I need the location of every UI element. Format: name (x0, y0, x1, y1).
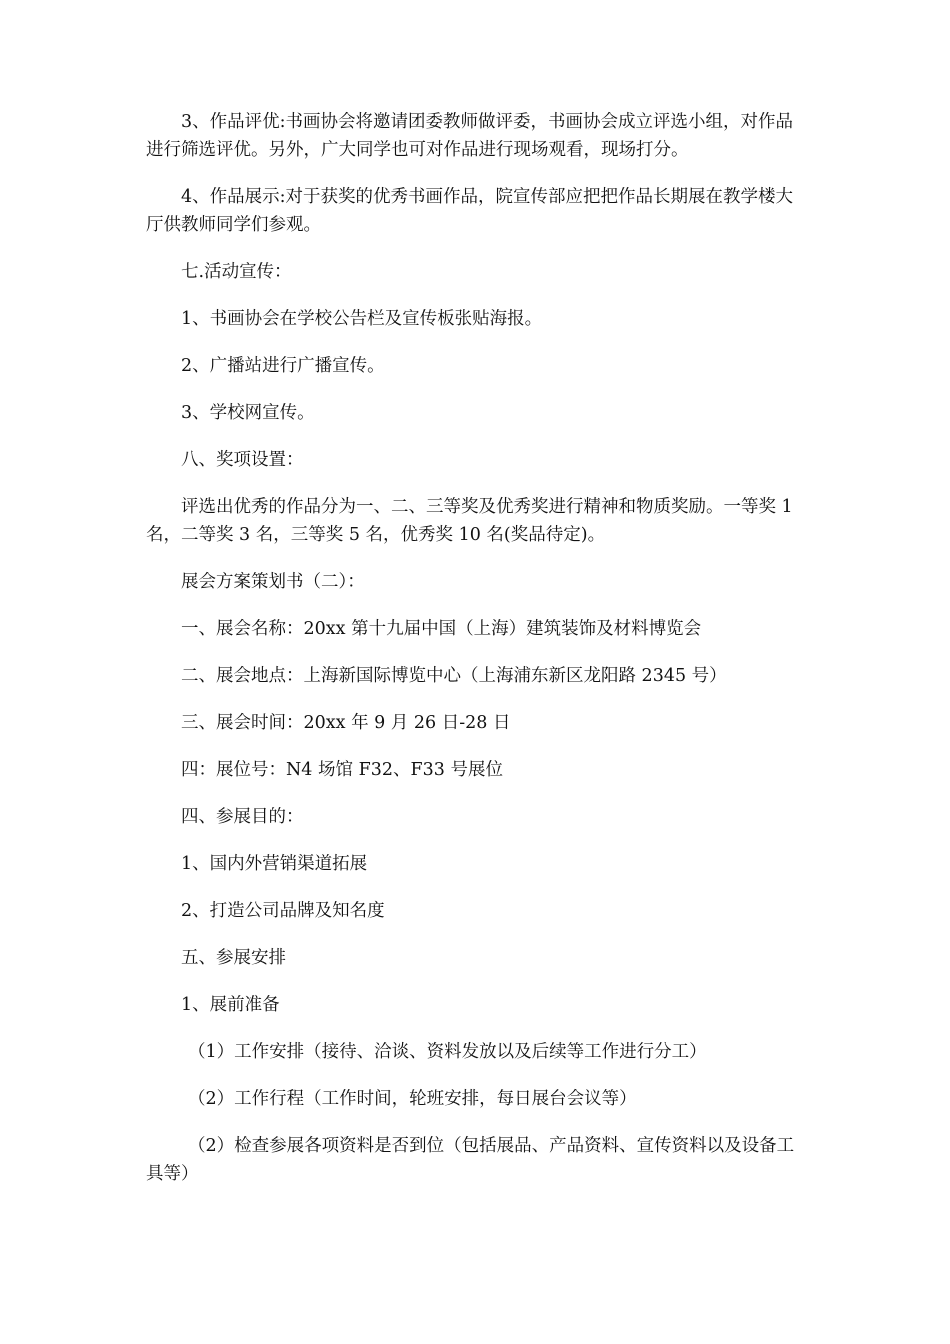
section-heading-purpose: 四、参展目的： (181, 807, 304, 827)
paragraph-purpose-2: 2、打造公司品牌及知名度 (181, 901, 385, 921)
document-body (146, 108, 810, 1207)
paragraph-check-materials: （2）检查参展各项资料是否到位（包括展品、产品资料、宣传资料以及设备工具等） (146, 1136, 795, 1184)
paragraph-publicity-2: 2、广播站进行广播宣传。 (181, 356, 385, 376)
paragraph-preparation: 1、展前准备 (181, 995, 280, 1015)
document-subtitle: 展会方案策划书（二）： (181, 572, 365, 592)
paragraph-exhibition-name: 一、展会名称：20xx 第十九届中国（上海）建筑装饰及材料博览会 (181, 619, 702, 639)
paragraph-item-4-display: 4、作品展示:对于获奖的优秀书画作品，院宣传部应把把作品长期展在教学楼大厅供教师同学们参观。 (146, 187, 794, 235)
section-heading-arrangement: 五、参展安排 (181, 948, 286, 968)
paragraph-booth-number: 四：展位号：N4 场馆 F32、F33 号展位 (181, 760, 503, 780)
paragraph-purpose-1: 1、国内外营销渠道拓展 (181, 854, 368, 874)
paragraph-exhibition-time: 三、展会时间：20xx 年 9 月 26 日-28 日 (181, 713, 511, 733)
section-heading-publicity: 七.活动宣传： (181, 262, 292, 282)
paragraph-awards: 评选出优秀的作品分为一、二、三等奖及优秀奖进行精神和物质奖励。一等奖 1 名，二等奖 3 名，三等奖 5 名，优秀奖 10 名(奖品待定)。 (146, 497, 793, 545)
paragraph-publicity-1: 1、书画协会在学校公告栏及宣传板张贴海报。 (181, 309, 543, 329)
section-heading-awards: 八、奖项设置： (181, 450, 304, 470)
paragraph-work-arrangement: （1）工作安排（接待、洽谈、资料发放以及后续等工作进行分工） (188, 1042, 707, 1062)
paragraph-item-3-evaluation: 3、作品评优:书画协会将邀请团委教师做评委，书画协会成立评选小组，对作品进行筛选评优。另外，广大同学也可对作品进行现场观看，现场打分。 (146, 112, 794, 160)
paragraph-exhibition-location: 二、展会地点：上海新国际博览中心（上海浦东新区龙阳路 2345 号） (181, 666, 727, 686)
paragraph-publicity-3: 3、学校网宣传。 (181, 403, 315, 423)
paragraph-work-schedule: （2）工作行程（工作时间，轮班安排，每日展台会议等） (188, 1089, 637, 1109)
